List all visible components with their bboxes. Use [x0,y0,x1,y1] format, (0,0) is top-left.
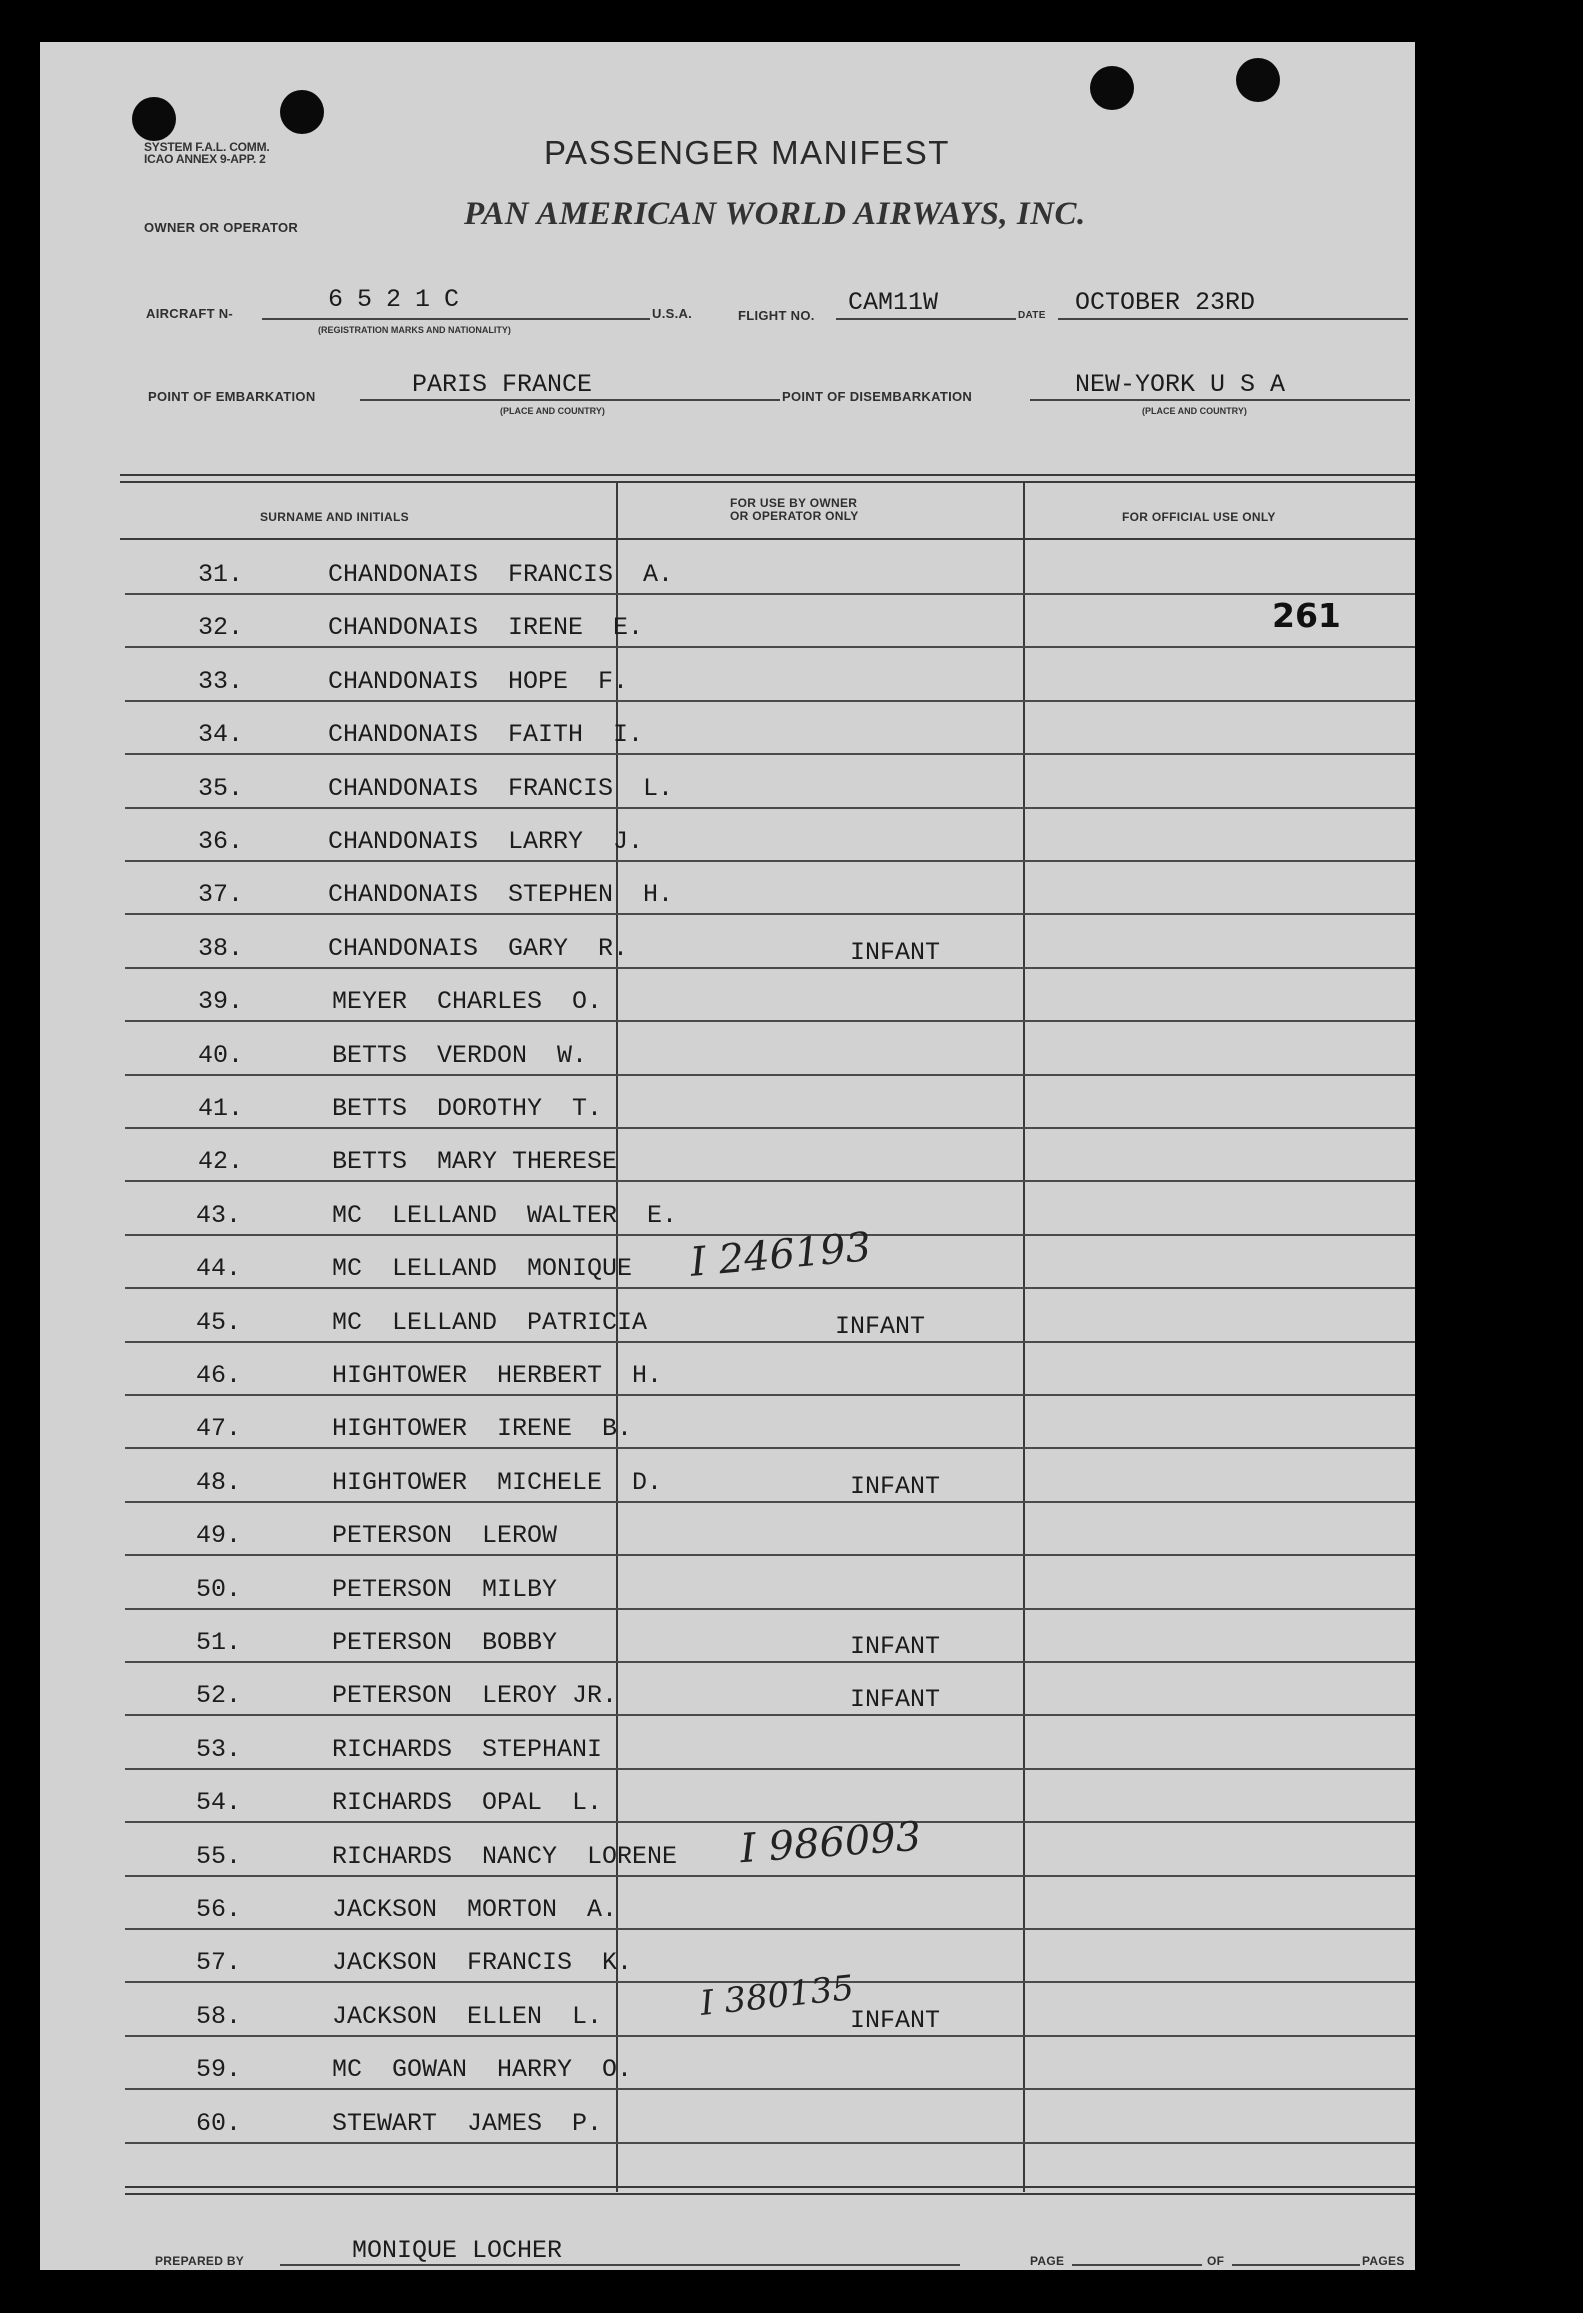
column-divider-2 [1023,482,1025,2192]
passenger-name: CHANDONAIS STEPHEN H. [328,880,674,910]
disembark-sub: (PLACE AND COUNTRY) [1142,406,1247,416]
passenger-note: INFANT [850,937,941,967]
passenger-name: CHANDONAIS IRENE E. [328,613,644,643]
embark-underline [360,399,780,401]
row-rule [125,1074,1415,1076]
row-rule [125,646,1415,648]
row-rule [125,1394,1415,1396]
passenger-note: INFANT [835,1311,926,1341]
date-underline [1058,318,1408,320]
row-number: 45. [196,1307,242,1337]
passenger-name: MC LELLAND MONIQUE [332,1254,633,1284]
passenger-note: INFANT [850,2005,941,2035]
date-label: DATE [1018,310,1046,321]
passenger-name: MC LELLAND WALTER E. [332,1200,678,1230]
passenger-name: HIGHTOWER IRENE B. [332,1414,633,1444]
aircraft-value: 6521C [328,285,474,314]
punch-hole [280,90,324,134]
date-value: OCTOBER 23RD [1075,288,1256,317]
row-number: 58. [196,2001,242,2031]
passenger-name: MC LELLAND PATRICIA [332,1307,648,1337]
flight-label: FLIGHT NO. [738,308,815,323]
embark-sub: (PLACE AND COUNTRY) [500,406,605,416]
row-rule [125,1608,1415,1610]
passenger-note: INFANT [850,1471,941,1501]
table-bottom-rule [125,2186,1415,2188]
row-number: 44. [196,1254,242,1284]
row-rule [125,1928,1415,1930]
row-number: 33. [198,666,244,696]
row-number: 40. [198,1040,244,1070]
handwritten-note-44: I 246193 [688,1224,873,1286]
row-number: 41. [198,1094,244,1123]
disembark-underline [1030,399,1410,401]
punch-hole [1236,58,1280,102]
passenger-name: RICHARDS NANCY LORENE [332,1841,678,1871]
table-top-rule [120,474,1415,476]
row-number: 54. [196,1788,242,1818]
passenger-name: CHANDONAIS FAITH I. [328,720,644,750]
passenger-name: HIGHTOWER MICHELE D. [332,1467,663,1497]
handwritten-note-55: I 986093 [738,1813,923,1873]
passenger-name: CHANDONAIS HOPE F. [328,666,629,696]
row-number: 38. [198,933,244,963]
flight-value: CAM11W [848,288,939,317]
passenger-name: JACKSON MORTON A. [332,1895,618,1924]
row-number: 36. [198,827,244,856]
passenger-name: BETTS VERDON W. [332,1040,588,1070]
row-number: 48. [196,1467,242,1497]
passenger-name: CHANDONAIS LARRY J. [328,827,644,856]
passenger-name: CHANDONAIS FRANCIS L. [328,773,674,803]
usa-label: U.S.A. [652,306,693,321]
passenger-name: JACKSON FRANCIS K. [332,1948,633,1978]
row-rule [125,1287,1415,1289]
row-rule [125,1127,1415,1129]
row-number: 55. [196,1841,242,1871]
approval-line: SYSTEM F.A.L. COMM. [144,140,270,154]
passenger-name: PETERSON BOBBY [332,1628,558,1657]
of-label: OF [1207,2254,1225,2268]
company-name: PAN AMERICAN WORLD AIRWAYS, INC. [464,196,1086,232]
row-number: 50. [196,1574,242,1604]
prepared-label: PREPARED BY [155,2254,245,2268]
row-rule [125,1661,1415,1663]
row-number: 37. [198,880,244,910]
row-rule [125,1341,1415,1343]
passenger-name: JACKSON ELLEN L. [332,2001,603,2031]
row-rule [125,593,1415,595]
row-number: 42. [198,1147,244,1177]
passenger-name: MEYER CHARLES O. [332,987,603,1017]
row-rule [125,2035,1415,2037]
passenger-name: PETERSON LEROY JR. [332,1681,618,1711]
prepared-value: MONIQUE LOCHER [352,2236,563,2265]
row-number: 56. [196,1895,242,1924]
passenger-name: BETTS MARY THERESE [332,1147,618,1177]
row-rule [125,807,1415,809]
table-top-rule-2 [120,481,1415,483]
row-rule [125,1020,1415,1022]
flight-underline [836,318,1016,320]
passenger-name: STEWART JAMES P. [332,2108,603,2138]
column-header-surname: SURNAME AND INITIALS [260,510,409,524]
row-rule [125,2142,1415,2144]
passenger-name: RICHARDS OPAL L. [332,1788,603,1818]
row-number: 60. [196,2108,242,2138]
row-number: 57. [196,1948,242,1978]
passenger-name: RICHARDS STEPHANI [332,1734,603,1764]
row-number: 31. [198,560,244,589]
row-rule [125,1554,1415,1556]
official-number: 261 [1272,596,1341,635]
row-number: 35. [198,773,244,803]
passenger-name: CHANDONAIS GARY R. [328,933,629,963]
row-rule [125,1821,1415,1823]
passenger-name: BETTS DOROTHY T. [332,1094,603,1123]
of-underline [1232,2264,1360,2266]
punch-hole [132,97,176,141]
row-rule [125,1875,1415,1877]
row-rule [125,913,1415,915]
owner-label: OWNER OR OPERATOR [144,220,299,235]
row-rule [125,753,1415,755]
column-header-official: FOR OFFICIAL USE ONLY [1122,510,1276,524]
row-rule [125,700,1415,702]
passenger-note: INFANT [850,1632,941,1661]
passenger-name: MC GOWAN HARRY O. [332,2055,633,2085]
row-rule [125,1768,1415,1770]
passenger-name: PETERSON MILBY [332,1574,558,1604]
approval-stamp [144,141,270,165]
row-number: 53. [196,1734,242,1764]
row-number: 46. [196,1361,242,1390]
page-label: PAGE [1030,2254,1065,2268]
embark-value: PARIS FRANCE [412,370,593,399]
aircraft-sub: (REGISTRATION MARKS AND NATIONALITY) [318,325,511,335]
row-rule [125,1180,1415,1182]
passenger-name: CHANDONAIS FRANCIS A. [328,560,674,589]
pages-label: PAGES [1362,2254,1405,2268]
page-underline [1072,2264,1202,2266]
column-header-owner-1: FOR USE BY OWNER [730,496,858,510]
row-number: 59. [196,2055,242,2085]
header-bottom-rule [120,538,1415,540]
passenger-note: INFANT [850,1685,941,1715]
row-rule [125,2088,1415,2090]
aircraft-underline [262,318,650,320]
row-rule [125,1714,1415,1716]
embark-label: POINT OF EMBARKATION [148,389,316,404]
row-number: 51. [196,1628,242,1657]
row-number: 47. [196,1414,242,1444]
handwritten-note-58: I 380135 [698,1968,856,2024]
column-header-owner-2: OR OPERATOR ONLY [730,509,859,523]
row-number: 43. [196,1200,242,1230]
page-title: PASSENGER MANIFEST [544,134,950,171]
row-number: 34. [198,720,244,750]
punch-hole [1090,66,1134,110]
approval-line-2: ICAO ANNEX 9-APP. 2 [144,152,266,166]
row-number: 39. [198,987,244,1017]
row-rule [125,1447,1415,1449]
disembark-value: NEW-YORK U S A [1075,370,1286,399]
row-number: 52. [196,1681,242,1711]
table-bottom-rule-2 [125,2193,1415,2195]
passenger-name: PETERSON LEROW [332,1521,558,1551]
row-rule [125,860,1415,862]
disembark-label: POINT OF DISEMBARKATION [782,389,973,404]
aircraft-label: AIRCRAFT N- [146,306,234,321]
row-number: 32. [198,613,244,643]
row-number: 49. [196,1521,242,1551]
row-rule [125,967,1415,969]
row-rule [125,1501,1415,1503]
passenger-name: HIGHTOWER HERBERT H. [332,1361,663,1390]
